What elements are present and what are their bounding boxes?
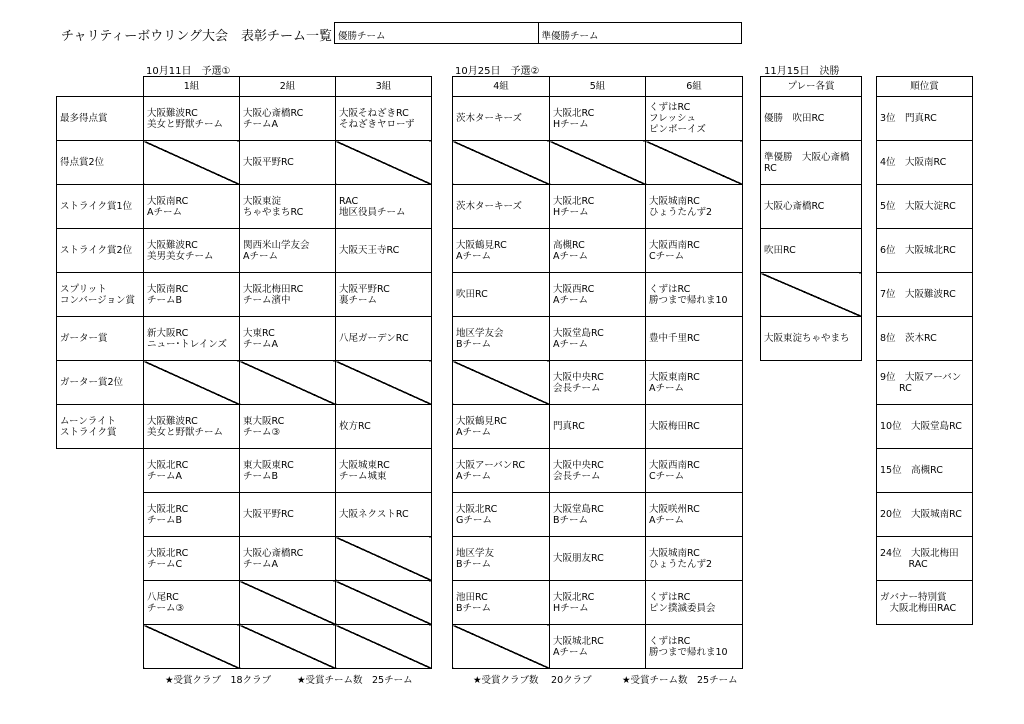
team-cell: 大阪梅田RC — [646, 405, 743, 449]
table-row — [57, 141, 432, 185]
team-cell — [453, 625, 550, 669]
table-row — [57, 97, 432, 141]
ranking-cell: 7位 大阪難波RC — [877, 273, 973, 317]
page-title: チャリティーボウリング大会 表彰チーム一覧 — [61, 29, 333, 44]
team-cell: 大阪難波RC 美女と野獣チーム — [144, 405, 240, 449]
award-name: ガーター賞 — [57, 317, 144, 361]
table-row — [57, 493, 432, 537]
team-cell: 大阪堂島RC Bチーム — [550, 493, 646, 537]
ranking-cell: 5位 大阪大淀RC — [877, 185, 973, 229]
table-row — [877, 537, 973, 581]
team-cell: 大阪難波RC 美女と野獣チーム — [144, 97, 240, 141]
award-spacer — [57, 493, 144, 537]
team-cell: 新大阪RC ニュー･トレインズ — [144, 317, 240, 361]
table-row — [57, 229, 432, 273]
award-name: ストライク賞2位 — [57, 229, 144, 273]
team-cell — [336, 361, 432, 405]
ranking-table — [876, 76, 973, 625]
table-row — [761, 141, 862, 185]
team-cell — [453, 361, 550, 405]
column-header: 6組 — [646, 77, 743, 97]
team-cell — [144, 141, 240, 185]
section3-table — [760, 76, 862, 361]
table-row — [877, 405, 973, 449]
award-name: 得点賞2位 — [57, 141, 144, 185]
ranking-cell: 24位 大阪北梅田 RAC — [877, 537, 973, 581]
team-cell: 大阪北RC Gチーム — [453, 493, 550, 537]
table-row — [453, 185, 743, 229]
table-row — [877, 185, 973, 229]
team-cell — [240, 581, 336, 625]
team-cell: 大阪城東RC チーム城東 — [336, 449, 432, 493]
team-cell: 大阪東淀 ちゃやまちRC — [240, 185, 336, 229]
team-cell — [144, 361, 240, 405]
team-cell: 八尾RC チーム③ — [144, 581, 240, 625]
table-row — [761, 229, 862, 273]
team-cell — [336, 625, 432, 669]
award-name: ストライク賞1位 — [57, 185, 144, 229]
team-cell: 大阪鶴見RC Aチーム — [453, 405, 550, 449]
table-row — [57, 537, 432, 581]
team-cell: 大阪難波RC 美男美女チーム — [144, 229, 240, 273]
award-spacer — [57, 625, 144, 669]
team-cell: 枚方RC — [336, 405, 432, 449]
team-cell — [336, 581, 432, 625]
table-row — [453, 141, 743, 185]
table-row — [57, 361, 432, 405]
award-spacer — [57, 449, 144, 493]
team-cell: 大阪そねざきRC そねざきヤローず — [336, 97, 432, 141]
team-cell: 大阪北RC チームC — [144, 537, 240, 581]
team-cell: 大東RC チームA — [240, 317, 336, 361]
team-cell: 大阪北梅田RC チーム濱中 — [240, 273, 336, 317]
team-cell: 大阪北RC Hチーム — [550, 581, 646, 625]
table-row — [761, 317, 862, 361]
play-award-cell: 準優勝 大阪心斎橋 RC — [761, 141, 862, 185]
ranking-cell: 20位 大阪城南RC — [877, 493, 973, 537]
ranking-cell: 10位 大阪堂島RC — [877, 405, 973, 449]
ranking-cell: 4位 大阪南RC — [877, 141, 973, 185]
section1-table — [56, 76, 432, 669]
team-cell: くずはRC 勝つまで帰れま10 — [646, 625, 743, 669]
team-cell: くずはRC 勝つまで帰れま10 — [646, 273, 743, 317]
team-cell: 大阪朋友RC — [550, 537, 646, 581]
play-award-cell: 大阪東淀ちゃやまち — [761, 317, 862, 361]
team-cell: くずはRC ピン撲滅委員会 — [646, 581, 743, 625]
team-cell: 大阪西RC Aチーム — [550, 273, 646, 317]
table-row — [453, 229, 743, 273]
team-cell: 茨木ターキーズ — [453, 185, 550, 229]
team-cell: 茨木ターキーズ — [453, 97, 550, 141]
table-row — [761, 97, 862, 141]
play-award-cell: 優勝 吹田RC — [761, 97, 862, 141]
team-cell: 大阪西南RC Cチーム — [646, 229, 743, 273]
team-cell: 大阪天王寺RC — [336, 229, 432, 273]
table-row — [877, 449, 973, 493]
team-cell: 大阪平野RC — [240, 493, 336, 537]
table-row — [57, 273, 432, 317]
team-cell — [240, 361, 336, 405]
table-row — [761, 185, 862, 229]
team-cell: 大阪中央RC 会長チーム — [550, 361, 646, 405]
team-cell: 大阪北RC Hチーム — [550, 97, 646, 141]
play-award-cell: 吹田RC — [761, 229, 862, 273]
column-header: 4組 — [453, 77, 550, 97]
table-row — [57, 185, 432, 229]
team-cell — [336, 537, 432, 581]
team-cell — [453, 141, 550, 185]
footer-clubs-1: ★受賞クラブ 18クラブ — [165, 675, 272, 686]
team-cell: 大阪平野RC 裏チーム — [336, 273, 432, 317]
column-header: プレー各賞 — [761, 77, 862, 97]
runner-up-label: 準優勝チーム — [538, 23, 742, 43]
table-row — [57, 405, 432, 449]
table-row — [453, 449, 743, 493]
team-cell: 大阪咲州RC Aチーム — [646, 493, 743, 537]
team-cell — [646, 141, 743, 185]
team-cell: 地区学友会 Bチーム — [453, 317, 550, 361]
team-cell: 大阪心斎橋RC チームA — [240, 97, 336, 141]
team-cell: 大阪中央RC 会長チーム — [550, 449, 646, 493]
team-cell: 地区学友 Bチーム — [453, 537, 550, 581]
table-row — [877, 581, 973, 625]
table-row — [453, 581, 743, 625]
team-cell — [144, 625, 240, 669]
ranking-cell: 8位 茨木RC — [877, 317, 973, 361]
team-cell: 大阪西南RC Cチーム — [646, 449, 743, 493]
team-cell: 吹田RC — [453, 273, 550, 317]
ranking-cell: 3位 門真RC — [877, 97, 973, 141]
champion-label: 優勝チーム — [338, 31, 386, 42]
section1-label: 10月11日 予選① — [146, 66, 231, 77]
footer-clubs-2: ★受賞クラブ数 20クラブ — [473, 675, 592, 686]
table-row — [453, 493, 743, 537]
award-spacer — [57, 537, 144, 581]
award-name: ガーター賞2位 — [57, 361, 144, 405]
team-cell: 大阪城南RC ひょうたんず2 — [646, 185, 743, 229]
team-cell: 東大阪RC チーム③ — [240, 405, 336, 449]
team-cell: 池田RC Bチーム — [453, 581, 550, 625]
team-cell — [550, 141, 646, 185]
team-cell: 大阪北RC Hチーム — [550, 185, 646, 229]
footer-teams-2: ★受賞チーム数 25チーム — [622, 675, 738, 686]
team-cell — [240, 625, 336, 669]
table-row — [453, 273, 743, 317]
table-row — [453, 97, 743, 141]
column-header: 1組 — [144, 77, 240, 97]
team-cell: 豊中千里RC — [646, 317, 743, 361]
team-cell: 大阪ネクストRC — [336, 493, 432, 537]
table-row — [877, 229, 973, 273]
table-row — [57, 317, 432, 361]
award-name: スプリット コンバージョン賞 — [57, 273, 144, 317]
team-cell: 大阪城北RC Aチーム — [550, 625, 646, 669]
table-row — [453, 317, 743, 361]
ranking-cell: 15位 高槻RC — [877, 449, 973, 493]
header-spacer — [57, 77, 144, 97]
team-cell: くずはRC フレッシュ ピンボーイズ — [646, 97, 743, 141]
table-row — [877, 361, 973, 405]
ranking-cell: 9位 大阪アーバン RC — [877, 361, 973, 405]
footer-teams-1: ★受賞チーム数 25チーム — [297, 675, 413, 686]
team-cell: 大阪鶴見RC Aチーム — [453, 229, 550, 273]
team-cell: 大阪東南RC Aチーム — [646, 361, 743, 405]
column-header: 順位賞 — [877, 77, 973, 97]
team-cell: 大阪心斎橋RC チームA — [240, 537, 336, 581]
section2-table — [452, 76, 743, 669]
table-row — [453, 537, 743, 581]
table-row — [57, 449, 432, 493]
table-row — [57, 625, 432, 669]
table-row — [877, 97, 973, 141]
team-cell: 高槻RC Aチーム — [550, 229, 646, 273]
team-cell — [336, 141, 432, 185]
award-spacer — [57, 581, 144, 625]
team-cell: 大阪南RC チームB — [144, 273, 240, 317]
team-cell: 八尾ガーデンRC — [336, 317, 432, 361]
play-award-cell — [761, 273, 862, 317]
table-row — [877, 317, 973, 361]
ranking-cell: ガバナー特別賞 大阪北梅田RAC — [877, 581, 973, 625]
play-award-cell: 大阪心斎橋RC — [761, 185, 862, 229]
winners-box — [334, 22, 742, 44]
section2-label: 10月25日 予選② — [455, 66, 540, 77]
team-cell: 大阪平野RC — [240, 141, 336, 185]
table-row — [453, 405, 743, 449]
team-cell: 大阪北RC チームB — [144, 493, 240, 537]
ranking-cell: 6位 大阪城北RC — [877, 229, 973, 273]
table-row — [57, 581, 432, 625]
column-header: 5組 — [550, 77, 646, 97]
team-cell: 門真RC — [550, 405, 646, 449]
column-header: 3組 — [336, 77, 432, 97]
award-name: ムーンライト ストライク賞 — [57, 405, 144, 449]
team-cell: 東大阪東RC チームB — [240, 449, 336, 493]
table-row — [453, 625, 743, 669]
team-cell: 関西米山学友会 Aチーム — [240, 229, 336, 273]
table-row — [877, 493, 973, 537]
team-cell: 大阪堂島RC Aチーム — [550, 317, 646, 361]
team-cell: 大阪城南RC ひょうたんず2 — [646, 537, 743, 581]
column-header: 2組 — [240, 77, 336, 97]
award-name: 最多得点賞 — [57, 97, 144, 141]
table-row — [761, 273, 862, 317]
table-row — [877, 141, 973, 185]
team-cell: RAC 地区役員チーム — [336, 185, 432, 229]
table-row — [453, 361, 743, 405]
team-cell: 大阪南RC Aチーム — [144, 185, 240, 229]
table-row — [877, 273, 973, 317]
section3-label: 11月15日 決勝 — [764, 66, 840, 77]
team-cell: 大阪アーバンRC Aチーム — [453, 449, 550, 493]
team-cell: 大阪北RC チームA — [144, 449, 240, 493]
